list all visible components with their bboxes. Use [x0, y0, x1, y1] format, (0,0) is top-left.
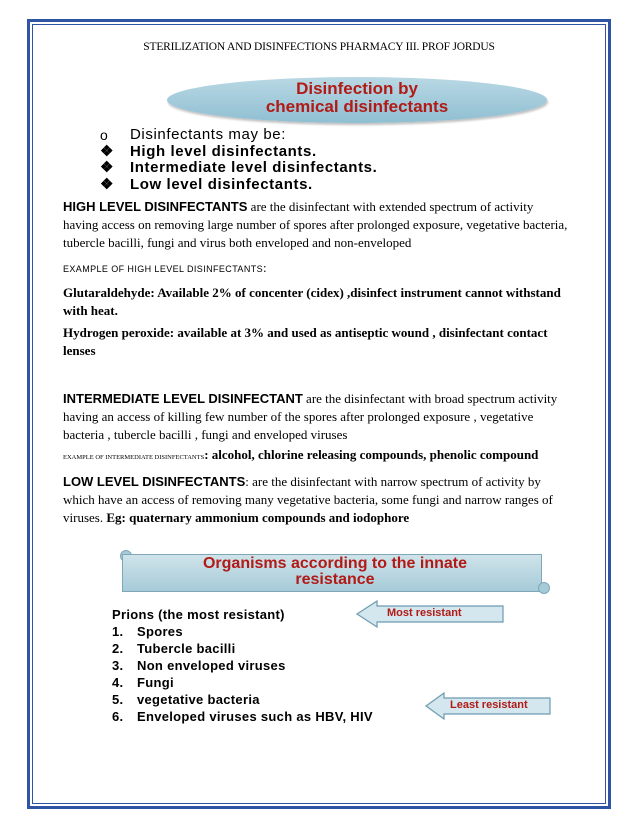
circle-bullet-icon: o	[100, 127, 109, 143]
item-number: 4.	[112, 675, 124, 690]
example-label-text: EXAMPLE OF HIGH LEVEL DISINFECTANTS	[63, 264, 264, 274]
list-item	[112, 623, 373, 640]
list-intro-text: Disinfectants may be:	[130, 126, 286, 143]
diamond-bullet-icon: ❖	[100, 159, 115, 176]
high-level-example-label	[63, 259, 568, 278]
intermediate-example-label: EXAMPLE OF INTERMEDIATE DISINFECTANTS	[63, 454, 205, 461]
low-level-paragraph	[63, 473, 568, 527]
slide-title	[167, 80, 547, 116]
intermediate-level-text: are the disinfectant with broad spectrum activity having an access of killing few number of the spores after prolonged exposure , vegetative bacteria , tubercle bacilli , fungi and enveloped viruses	[63, 391, 558, 442]
most-resistant-arrow	[355, 600, 505, 628]
banner-title-line1: Organisms according to the innate	[202, 555, 468, 572]
list-item	[112, 674, 373, 691]
high-level-paragraph	[63, 198, 568, 252]
low-level-text: : are the disinfectant with narrow spectrum of activity by which have an access of removing many vegetative bacteria, some fungi and narrow ranges of viruses.	[63, 474, 553, 525]
banner-title	[120, 556, 550, 588]
item-text: Fungi	[137, 675, 174, 690]
slide-title-line1: Disinfection by	[296, 79, 418, 98]
glutaraldehyde-paragraph: Glutaraldehyde: Available 2% of concenter (cidex) ,disinfect instrument cannot withstand with heat.	[63, 285, 561, 318]
list-intro	[100, 127, 377, 144]
disinfectant-types-list	[100, 127, 377, 193]
low-level-example: Eg: quaternary ammonium compounds and iodophore	[106, 510, 410, 525]
list-item-text: Intermediate level disinfectants.	[130, 159, 378, 176]
slide-title-banner	[167, 77, 547, 123]
slide-title-line2: chemical disinfectants	[265, 97, 449, 116]
list-item-text: Low level disinfectants.	[130, 175, 313, 193]
banner-title-line2: resistance	[295, 571, 375, 588]
least-resistant-label: Least resistant	[450, 699, 528, 711]
list-item	[112, 691, 373, 708]
most-resistant-label: Most resistant	[387, 607, 462, 619]
organisms-banner	[120, 548, 550, 596]
high-level-heading: HIGH LEVEL DISINFECTANTS	[63, 199, 248, 214]
least-resistant-arrow	[424, 692, 552, 720]
list-item	[100, 177, 377, 194]
item-number: 1.	[112, 624, 124, 639]
item-text: vegetative bacteria	[137, 692, 260, 707]
item-text: Non enveloped viruses	[137, 658, 286, 673]
list-item	[112, 640, 373, 657]
intermediate-level-heading: INTERMEDIATE LEVEL DISINFECTANT	[63, 391, 303, 406]
diamond-bullet-icon: ❖	[100, 175, 115, 193]
item-text: Enveloped viruses such as HBV, HIV	[137, 709, 373, 724]
page-header: STERILIZATION AND DISINFECTIONS PHARMACY III. PROF JORDUS	[143, 41, 495, 53]
intermediate-level-paragraph	[63, 390, 568, 444]
example-colon: :	[263, 260, 267, 275]
list-item	[100, 144, 377, 161]
item-number: 2.	[112, 641, 124, 656]
item-number: 6.	[112, 709, 124, 724]
list-item	[100, 160, 377, 177]
item-text: Spores	[137, 624, 183, 639]
prions-line: Prions (the most resistant)	[112, 607, 285, 622]
list-item-text: High level disinfectants.	[130, 142, 317, 160]
diamond-bullet-icon: ❖	[100, 142, 115, 160]
hydrogen-peroxide-paragraph: Hydrogen peroxide: available at 3% and used as antiseptic wound , disinfectant contact lenses	[63, 325, 548, 358]
intermediate-example-text: : alcohol, chlorine releasing compounds, phenolic compound	[204, 447, 539, 462]
item-text: Tubercle bacilli	[137, 641, 236, 656]
high-level-text: are the disinfectant with extended spectrum of activity having access on removing large number of spores after prolonged exposure, vegetative bacteria, tubercle bacilli, fungi and virus both enveloped and non-enveloped	[63, 199, 568, 250]
organisms-list	[112, 606, 373, 725]
item-number: 3.	[112, 658, 124, 673]
intermediate-example	[63, 446, 568, 467]
low-level-heading: LOW LEVEL DISINFECTANTS	[63, 474, 246, 489]
list-item	[112, 657, 373, 674]
item-number: 5.	[112, 692, 124, 707]
list-item	[112, 708, 373, 725]
